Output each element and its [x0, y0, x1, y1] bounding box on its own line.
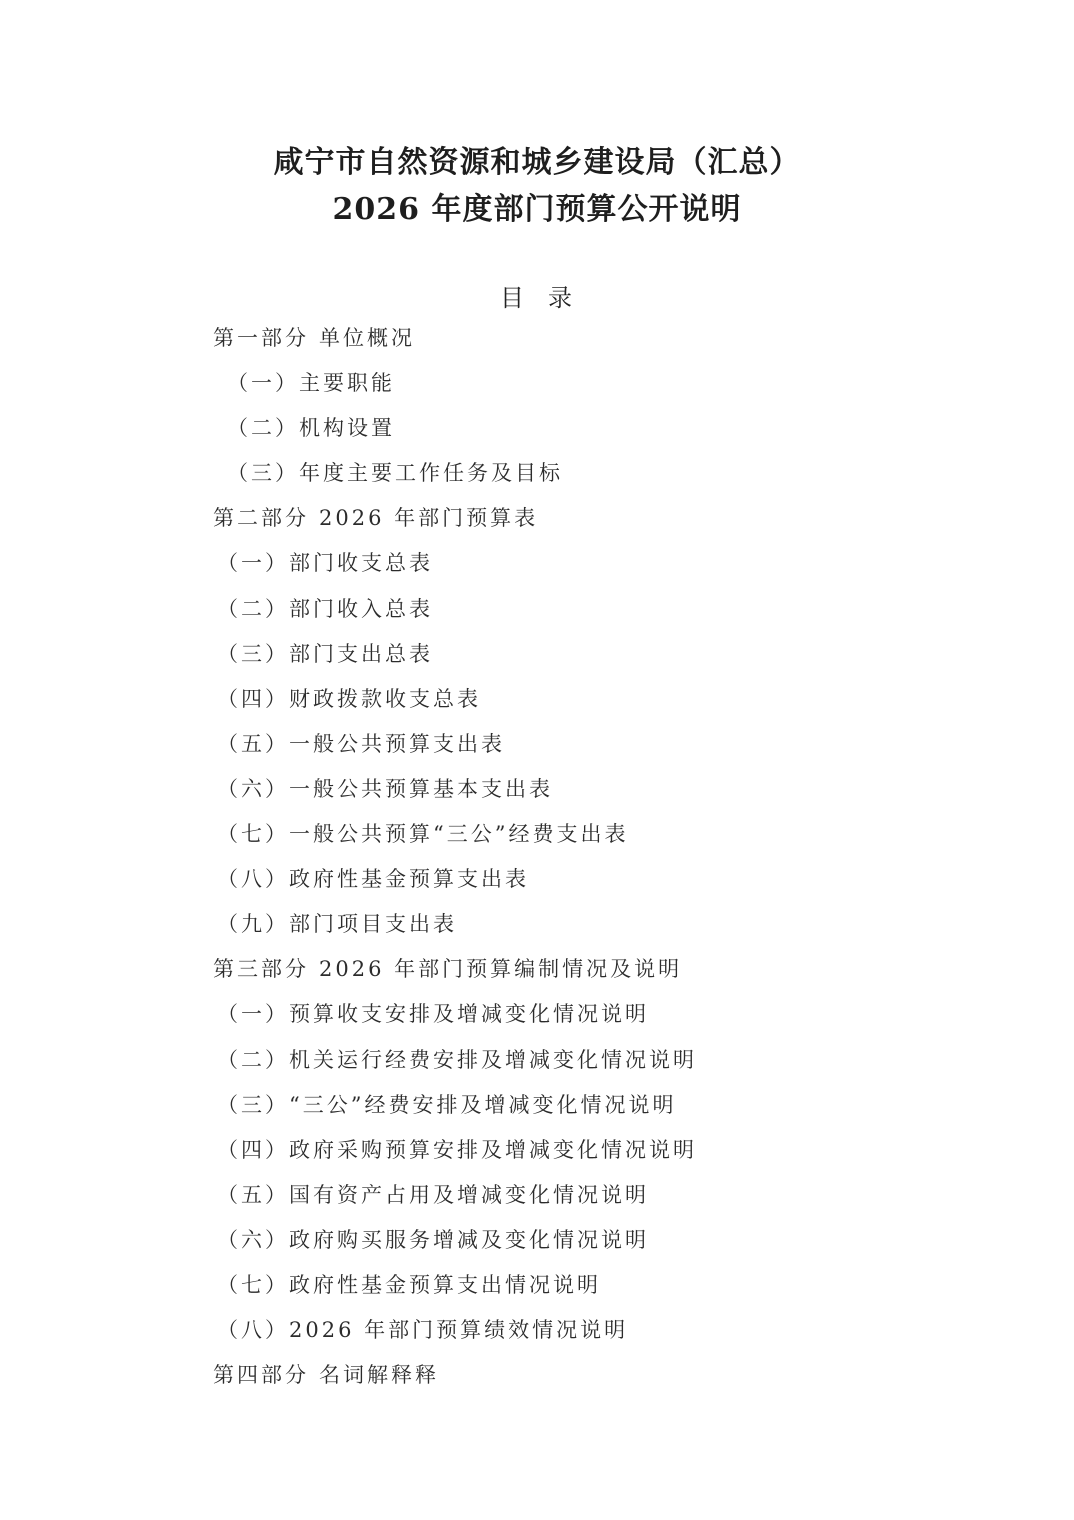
toc-item: （一）主要职能 — [227, 371, 395, 396]
table-of-contents — [213, 316, 933, 1398]
toc-heading-char-2: 录 — [548, 284, 574, 312]
toc-item: （一）部门收支总表 — [217, 551, 433, 576]
toc-part-number: 第四部分 — [213, 1363, 309, 1388]
document-title-line-1: 咸宁市自然资源和城乡建设局（汇总） — [273, 145, 801, 180]
toc-part-1 — [213, 316, 933, 361]
toc-item: （三）年度主要工作任务及目标 — [227, 461, 563, 486]
toc-item: （五）一般公共预算支出表 — [217, 731, 505, 756]
toc-item: （二）机构设置 — [227, 416, 395, 441]
toc-item: （三）“三公”经费安排及增减变化情况说明 — [217, 1092, 677, 1117]
toc-part-title: 2026 年部门预算表 — [319, 506, 539, 531]
toc-item: （二）部门收入总表 — [217, 596, 433, 621]
toc-part-title: 名词解释释 — [319, 1363, 439, 1388]
toc-heading-char-1: 目 — [500, 284, 526, 312]
toc-item: （一）预算收支安排及增减变化情况说明 — [217, 1002, 649, 1027]
toc-item: （三）部门支出总表 — [217, 641, 433, 666]
toc-item: （二）机关运行经费安排及增减变化情况说明 — [217, 1047, 697, 1072]
toc-item: （四）财政拨款收支总表 — [217, 686, 481, 711]
toc-item: （六）政府购买服务增减及变化情况说明 — [217, 1227, 649, 1252]
toc-part-title: 单位概况 — [319, 326, 415, 350]
toc-part-4 — [213, 1353, 933, 1398]
toc-part-number: 第二部分 — [213, 506, 309, 531]
toc-part-2 — [213, 496, 933, 541]
toc-item: （八）2026 年部门预算绩效情况说明 — [217, 1318, 629, 1343]
toc-heading — [0, 278, 1074, 313]
toc-item: （八）政府性基金预算支出表 — [217, 867, 529, 892]
toc-item: （六）一般公共预算基本支出表 — [217, 776, 553, 801]
document-title-line-2: 2026 年度部门预算公开说明 — [332, 192, 742, 227]
toc-item: （七）一般公共预算“三公”经费支出表 — [217, 822, 629, 847]
toc-part-number: 第三部分 — [213, 957, 309, 982]
toc-part-title: 2026 年部门预算编制情况及说明 — [319, 957, 683, 982]
toc-item: （四）政府采购预算安排及增减变化情况说明 — [217, 1137, 697, 1162]
toc-item: （七）政府性基金预算支出情况说明 — [217, 1272, 601, 1297]
toc-item: （五）国有资产占用及增减变化情况说明 — [217, 1182, 649, 1207]
toc-item: （九）部门项目支出表 — [217, 912, 457, 937]
toc-part-3 — [213, 947, 933, 992]
toc-part-number: 第一部分 — [213, 326, 309, 350]
